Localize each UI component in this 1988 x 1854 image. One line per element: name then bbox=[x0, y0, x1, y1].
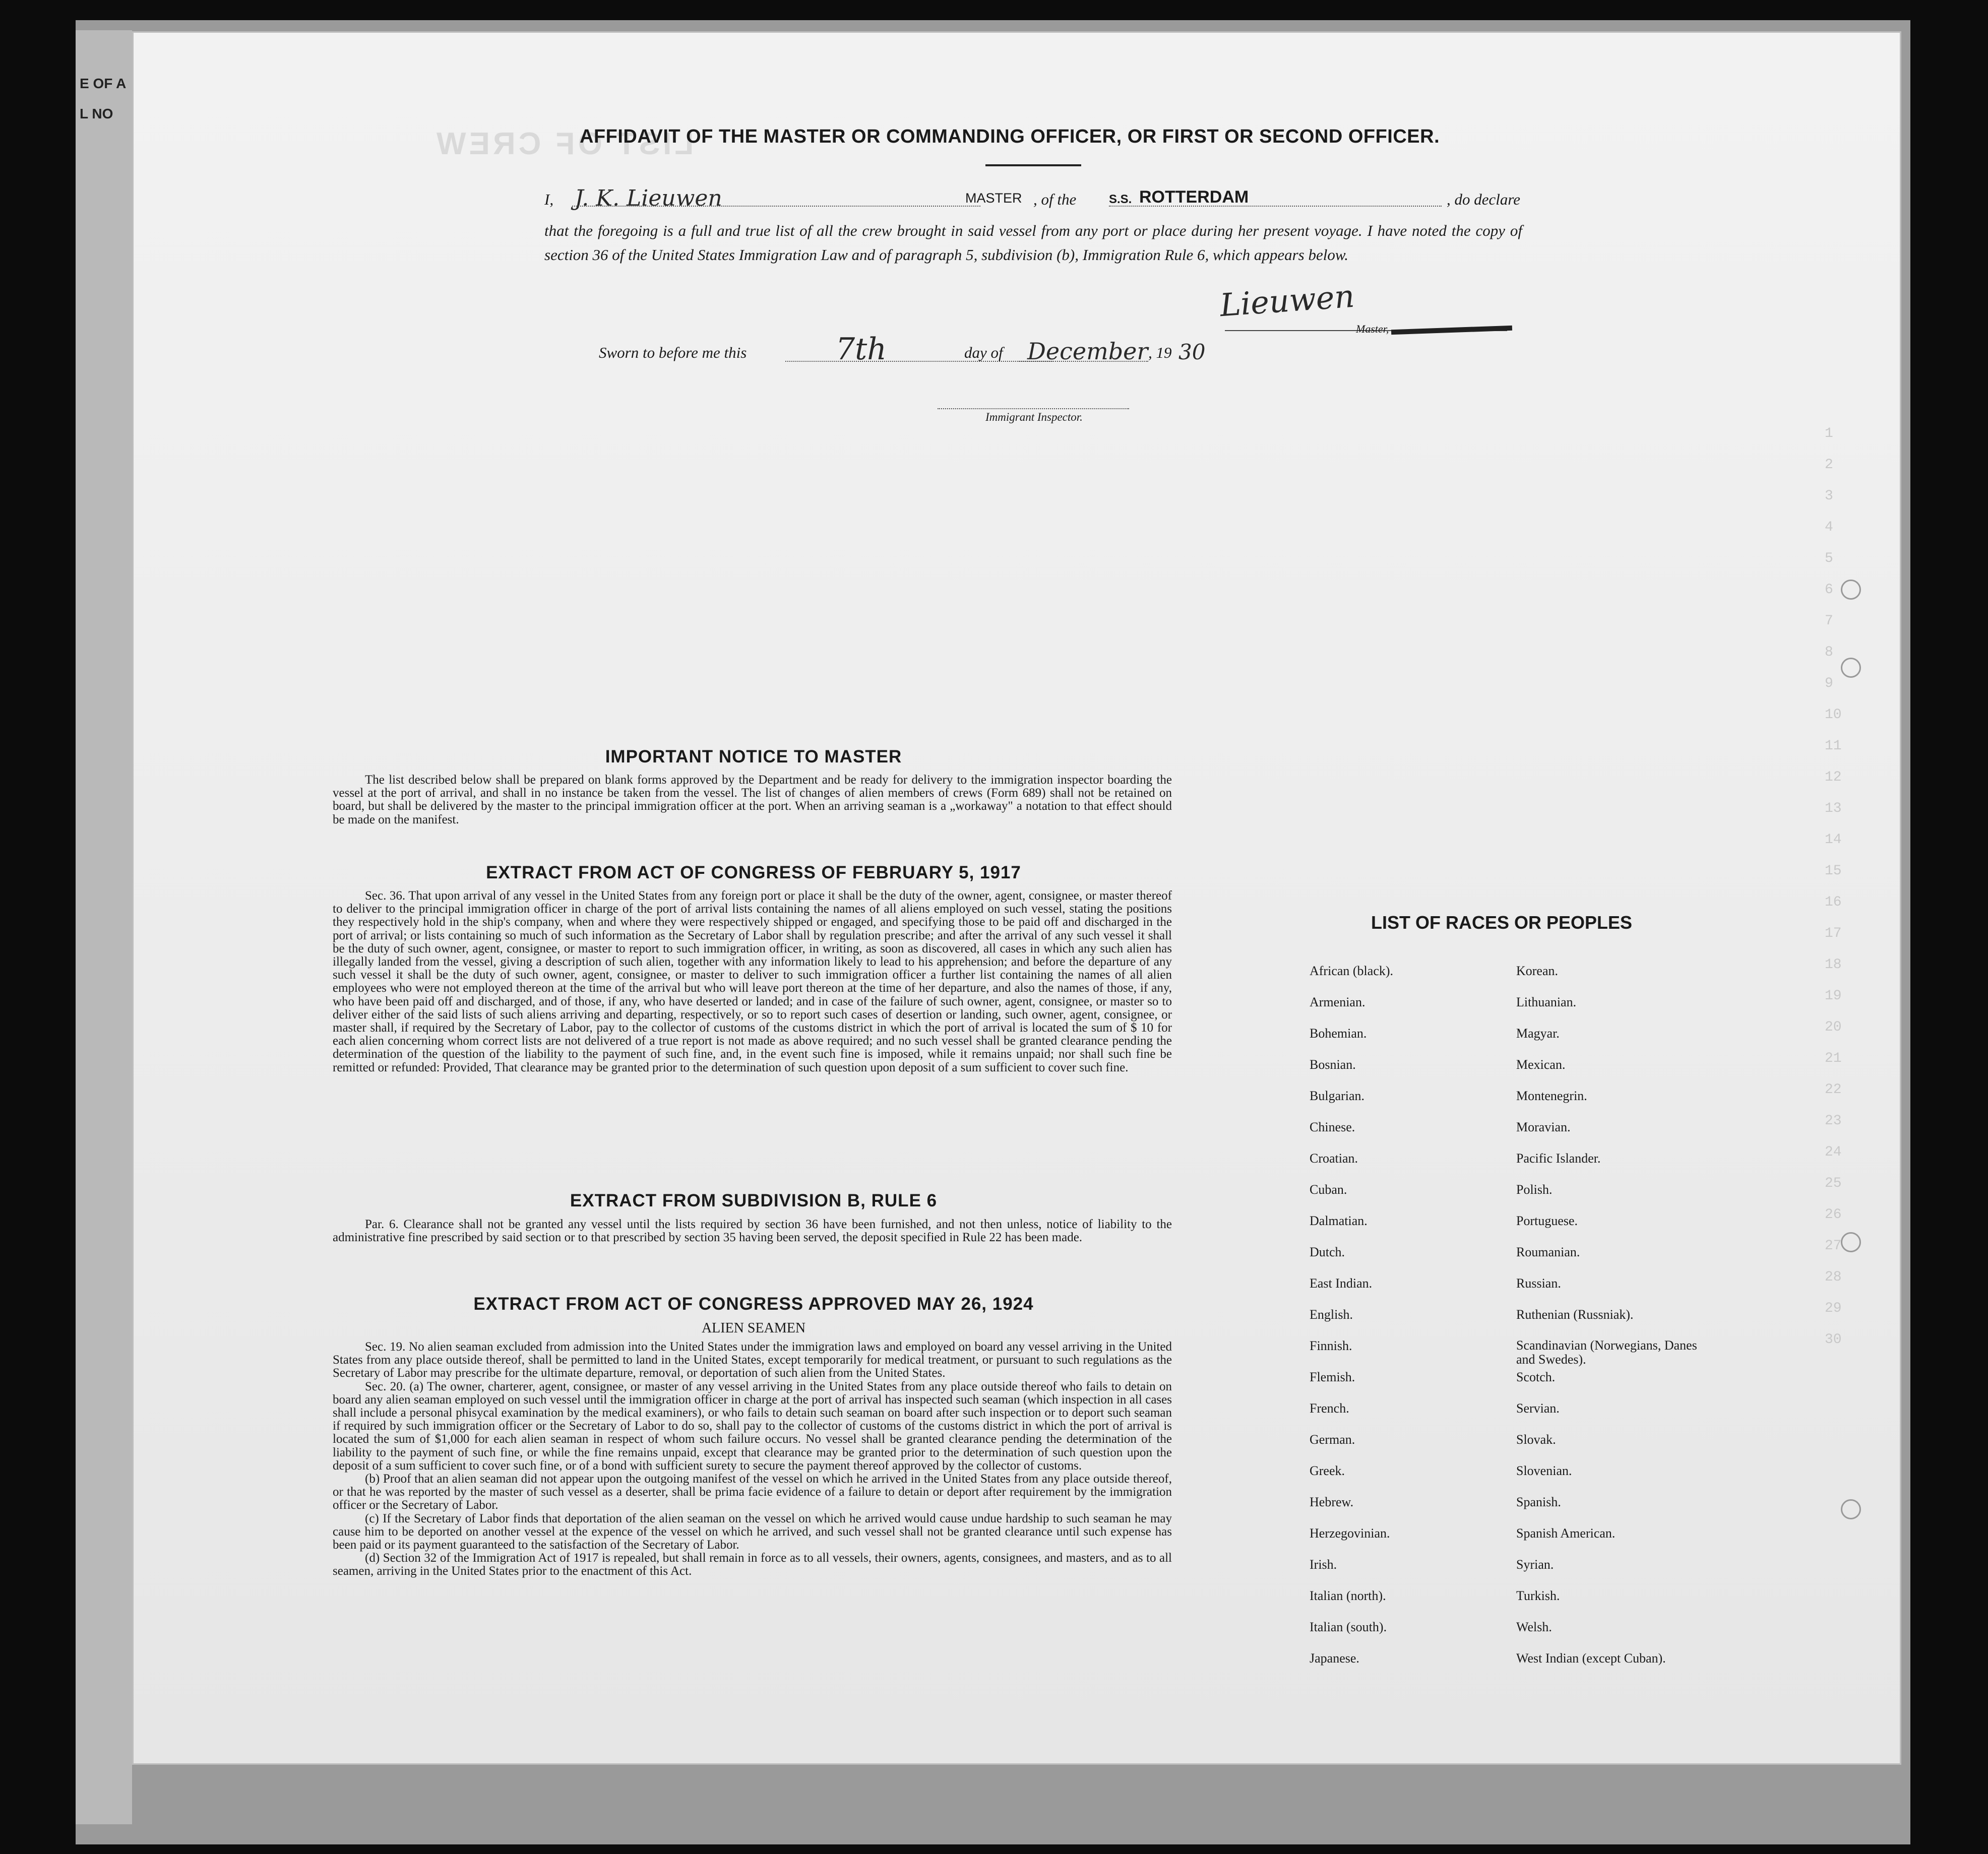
signature-caption: Master, bbox=[1356, 323, 1389, 335]
bleed-row-number: 11 bbox=[1825, 738, 1842, 754]
race-item: Welsh. bbox=[1516, 1620, 1552, 1634]
notice-paragraph: The list described below shall be prepared on blank forms approved by the Department and be ready for delivery to the immigration inspector boarding the vessel at the port of arrival, and shall in no instance be taken from the vessel. The list of changes of alien members of crews (Form 689) shall not be retained on board, but shall be delivered by the master to the principal immigration officer at the port. When an arriving seaman is a „workaway" a notation to that effect should be made on the manifest. bbox=[333, 773, 1172, 826]
master-signature: Lieuwen bbox=[1218, 277, 1356, 324]
bleed-row-number: 2 bbox=[1825, 457, 1833, 473]
punch-hole bbox=[1841, 580, 1861, 600]
rank: MASTER bbox=[965, 190, 1022, 206]
race-item: Slovak. bbox=[1516, 1432, 1556, 1447]
par-6-paragraph: Par. 6. Clearance shall not be granted any vessel until the lists required by section 36 have been furnished, and not then unless, notice of liability to the administrative fine prescribed by said section or to that prescribed by section 35 having been served, the deposit specified in Rule 22 has been made. bbox=[333, 1218, 1172, 1245]
day-of: day of bbox=[964, 344, 1003, 361]
bleed-row-number: 25 bbox=[1825, 1176, 1842, 1191]
bleed-row-number: 22 bbox=[1825, 1082, 1842, 1098]
punch-hole bbox=[1841, 1499, 1861, 1519]
year-handwritten: 30 bbox=[1178, 340, 1206, 364]
punch-hole bbox=[1841, 1232, 1861, 1252]
year-prefix: , 19 bbox=[1148, 344, 1172, 361]
sec-20d-paragraph: (d) Section 32 of the Immigration Act of 1917 is repealed, but shall remain in force as to all vessels, their owners, agents, consignees, and masters, and as to all seamen, arriving in the United States prior to the enactment of this Act. bbox=[333, 1551, 1172, 1578]
act-1924-title: EXTRACT FROM ACT OF CONGRESS APPROVED MAY 26, 1924 bbox=[473, 1294, 1034, 1314]
bleed-row-number: 7 bbox=[1825, 613, 1833, 629]
race-item: Pacific Islander. bbox=[1516, 1151, 1601, 1166]
race-item: Herzegovinian. bbox=[1310, 1526, 1390, 1541]
race-item: Japanese. bbox=[1310, 1651, 1359, 1666]
name-dotted-line bbox=[572, 206, 980, 207]
pronoun: I, bbox=[544, 190, 554, 208]
bleed-row-number: 30 bbox=[1825, 1332, 1842, 1348]
day-dotted-line bbox=[785, 361, 1052, 362]
race-item: Korean. bbox=[1516, 964, 1559, 978]
races-left-column bbox=[1310, 964, 1393, 1682]
vessel-name: ROTTERDAM bbox=[1139, 187, 1249, 207]
bleed-row-number: 13 bbox=[1825, 801, 1842, 816]
bleed-row-number: 18 bbox=[1825, 957, 1842, 973]
sec-20b-paragraph: (b) Proof that an alien seaman did not appear upon the outgoing manifest of the vessel on which he arrived in the United States from any place outside thereof, or that he was reported by the master of such vessel as a deserter, shall be prima facie evidence of a failure to detain or deport after requirement by the immigration officer or the Secretary of Labor. bbox=[333, 1472, 1172, 1512]
race-item: Irish. bbox=[1310, 1557, 1337, 1572]
notice-title: IMPORTANT NOTICE TO MASTER bbox=[605, 747, 902, 766]
bleed-through-title: LIST OF CREW bbox=[433, 126, 694, 161]
race-item: Spanish American. bbox=[1516, 1526, 1616, 1541]
race-item: Armenian. bbox=[1310, 995, 1365, 1009]
race-item: Finnish. bbox=[1310, 1338, 1352, 1353]
race-item: Moravian. bbox=[1516, 1120, 1571, 1134]
race-item: Turkish. bbox=[1516, 1588, 1560, 1603]
sworn-text: Sworn to before me this bbox=[599, 344, 747, 361]
vessel-prefix: S.S. bbox=[1109, 193, 1132, 206]
sec-36-paragraph: Sec. 36. That upon arrival of any vessel in the United States from any foreign port or place it shall be the duty of the owner, agent, consignee, or master thereof to deliver to the principal immigration officer in charge of the port of arrival lists containing the names of all aliens employed on such vessel, stating the positions they respectively hold in the ship's company, when and where they were respectively shipped or engaged, and specifying those to be paid off and discharged in the port of arrival; or lists containing so much of such information as the Secretary of Labor shall by regulation prescribe; and after the arrival of any such vessel it shall be the duty of such owner, agent, consignee, or master to report to such immigration officer, in writing, as soon as discovered, all cases in which any such alien has illegally landed from the vessel, giving a description of such alien, together with any information likely to lead to his apprehension; and before the departure of any such vessel it shall be the duty of such owner, agent, consignee, or master to deliver to such immigration officer a further list containing the names of all alien employees who were not employed thereon at the time of the arrival but who will leave port thereon at the time of her departure, and also the names of those, if any, who have been paid off and discharged, and of those, if any, who have deserted or landed; and in case of the failure of such owner, agent, consignee, or master so to deliver either of the said lists of such aliens arriving and departing, respectively, or so to report such cases of desertion or landing, such owner, agent, consignee, or master shall, if required by the Secretary of Labor, pay to the collector of customs of the customs district in which the port of arrival is located the sum of $ 10 for each alien concerning whom correct lists are not delivered of a true report is not made as above required; and no such vessel shall be granted clearance pending the determination of the question of the liability to the payment of such fine, and, in the event such fine is imposed, while it remains unpaid; nor shall such fine be remitted or refunded: Provided, That clearance may be granted prior to the determination of such question upon deposit of a sum sufficient to cover such fine. bbox=[333, 889, 1172, 1074]
act-1924-subtitle: ALIEN SEAMEN bbox=[701, 1320, 806, 1336]
bleed-row-number: 14 bbox=[1825, 832, 1842, 848]
race-item: Chinese. bbox=[1310, 1120, 1355, 1134]
day-handwritten: 7th bbox=[836, 332, 887, 367]
bleed-row-number: 26 bbox=[1825, 1207, 1842, 1223]
race-item: Scandinavian (Norwegians, Danes and Swedes). bbox=[1516, 1338, 1697, 1367]
bleed-row-number: 19 bbox=[1825, 988, 1842, 1004]
bleed-row-number: 12 bbox=[1825, 770, 1842, 785]
bleed-row-number: 9 bbox=[1825, 676, 1833, 691]
master-name-handwritten: J. K. Lieuwen bbox=[575, 185, 722, 211]
race-item: Portuguese. bbox=[1516, 1213, 1578, 1228]
inspector-dotted-line bbox=[938, 408, 1129, 409]
race-item: Bohemian. bbox=[1310, 1026, 1367, 1041]
race-item: German. bbox=[1310, 1432, 1355, 1447]
title-underline bbox=[985, 164, 1081, 166]
sec-20c-paragraph: (c) If the Secretary of Labor finds that deportation of the alien seaman on the vessel on which he arrived would cause undue hardship to such seaman he may cause him to be deported on another vessel at the expence of the vessel on which he arrived, and such vessel shall not be granted clearance until such expense has been paid or its payment guaranteed to the satisfaction of the Secretary of Labor. bbox=[333, 1511, 1172, 1552]
notice-text bbox=[333, 774, 1172, 826]
month-handwritten: December bbox=[1027, 338, 1148, 365]
race-item: Montenegrin. bbox=[1516, 1089, 1587, 1103]
race-item: Italian (north). bbox=[1310, 1588, 1386, 1603]
race-item: African (black). bbox=[1310, 964, 1394, 978]
race-item: Lithuanian. bbox=[1516, 995, 1577, 1009]
of-the: , of the bbox=[1033, 190, 1077, 208]
bleed-row-number: 24 bbox=[1825, 1144, 1842, 1160]
bleed-row-number: 10 bbox=[1825, 707, 1842, 723]
race-item: Hebrew. bbox=[1310, 1495, 1354, 1509]
bleed-row-number: 27 bbox=[1825, 1238, 1842, 1254]
race-item: French. bbox=[1310, 1401, 1349, 1416]
act-1917-text bbox=[333, 889, 1172, 1074]
race-item: English. bbox=[1310, 1307, 1353, 1322]
race-item: East Indian. bbox=[1310, 1276, 1373, 1291]
race-item: Syrian. bbox=[1516, 1557, 1554, 1572]
margin-mark: E OF A bbox=[80, 76, 127, 91]
declaration-text: that the foregoing is a full and true list of all the crew brought in said vessel from any port or place during her present voyage. I have noted the copy of section 36 of the United States Immigration Law and of paragraph 5, subdivision (b), Immigration Rule 6, which appears below. bbox=[544, 222, 1522, 264]
sec-19-paragraph: Sec. 19. No alien seaman excluded from admission into the United States under the immigration laws and employed on board any vessel arriving in the United States from any place outside thereof, shall be permitted to land in the United States, except temporarily for medical treatment, or pursuant to such regulations as the Secretary of Labor may prescribe for the ultimate departure, removal, or deportation of such alien from the United States. bbox=[333, 1340, 1172, 1380]
race-item: Flemish. bbox=[1310, 1370, 1355, 1384]
margin-mark: L NO bbox=[80, 106, 113, 121]
race-item: Dutch. bbox=[1310, 1245, 1345, 1259]
race-item: Slovenian. bbox=[1516, 1463, 1572, 1478]
bleed-row-number: 16 bbox=[1825, 894, 1842, 910]
bleed-row-number: 28 bbox=[1825, 1269, 1842, 1285]
race-item: Ruthenian (Russniak). bbox=[1516, 1307, 1634, 1322]
act-1924-text bbox=[333, 1340, 1172, 1578]
bleed-row-number: 5 bbox=[1825, 551, 1833, 566]
inspector-caption: Immigrant Inspector. bbox=[985, 411, 1083, 423]
act-1917-title: EXTRACT FROM ACT OF CONGRESS OF FEBRUARY 5, 1917 bbox=[486, 863, 1021, 882]
left-margin-strip bbox=[76, 30, 132, 1824]
punch-hole bbox=[1841, 658, 1861, 678]
bleed-row-number: 21 bbox=[1825, 1051, 1842, 1066]
affidavit-title: AFFIDAVIT OF THE MASTER OR COMMANDING OFFICER, OR FIRST OR SECOND OFFICER. bbox=[580, 126, 1440, 147]
race-item: Roumanian. bbox=[1516, 1245, 1580, 1259]
bleed-row-number: 3 bbox=[1825, 488, 1833, 504]
races-right-column bbox=[1516, 964, 1708, 1682]
race-item: Bulgarian. bbox=[1310, 1089, 1365, 1103]
race-item: Cuban. bbox=[1310, 1182, 1347, 1197]
race-item: Greek. bbox=[1310, 1463, 1345, 1478]
bleed-row-number: 23 bbox=[1825, 1113, 1842, 1129]
race-item: Mexican. bbox=[1516, 1057, 1566, 1072]
bleed-row-number: 8 bbox=[1825, 645, 1833, 660]
race-item: Spanish. bbox=[1516, 1495, 1561, 1509]
race-item: West Indian (except Cuban). bbox=[1516, 1651, 1666, 1666]
bleed-row-number: 4 bbox=[1825, 520, 1833, 535]
race-item: Polish. bbox=[1516, 1182, 1552, 1197]
bleed-row-number: 17 bbox=[1825, 926, 1842, 941]
rule-6-title: EXTRACT FROM SUBDIVISION B, RULE 6 bbox=[570, 1191, 938, 1210]
do-declare: , do declare bbox=[1447, 190, 1521, 208]
month-dotted-line bbox=[1017, 361, 1148, 362]
race-item: Russian. bbox=[1516, 1276, 1561, 1291]
race-item: Italian (south). bbox=[1310, 1620, 1387, 1634]
bleed-row-number: 1 bbox=[1825, 426, 1833, 441]
race-item: Croatian. bbox=[1310, 1151, 1358, 1166]
races-title: LIST OF RACES OR PEOPLES bbox=[1371, 912, 1633, 933]
race-item: Dalmatian. bbox=[1310, 1213, 1368, 1228]
bleed-row-number: 29 bbox=[1825, 1301, 1842, 1316]
race-item: Bosnian. bbox=[1310, 1057, 1356, 1072]
bleed-row-number: 15 bbox=[1825, 863, 1842, 879]
bleed-row-number: 20 bbox=[1825, 1019, 1842, 1035]
race-item: Servian. bbox=[1516, 1401, 1560, 1416]
rule-6-text bbox=[333, 1218, 1172, 1244]
sec-20a-paragraph: Sec. 20. (a) The owner, charterer, agent, consignee, or master of any vessel arriving in the United States from any place outside thereof who fails to detain on board any alien seaman employed on such vessel until the immigration officer in charge at the port of arrival has inspected such seaman (which inspection in all cases shall include a personal phisycal examination by the medical examiners), or who fails to detain such seaman on board after such inspection or to deport such seaman if required by such immigration officer or the Secretary of Labor to do so, shall pay to the collector of customs of the customs district in which the port of arrival is located the sum of $1,000 for each alien seaman in respect of whom such failure occurs. No vessel shall be granted clearance pending the determination of the liability to the payment of such fine, or while the fine remains unpaid, except that clearance may be granted prior to the determination of such question upon the deposit of a sum sufficient to cover such fine, or of a bond with sufficient surety to secure the payment thereof approved by the collector of customs. bbox=[333, 1379, 1172, 1473]
bleed-row-number: 6 bbox=[1825, 582, 1833, 598]
race-item: Magyar. bbox=[1516, 1026, 1560, 1041]
race-item: Scotch. bbox=[1516, 1370, 1556, 1384]
vessel-dotted-line bbox=[1109, 206, 1442, 207]
